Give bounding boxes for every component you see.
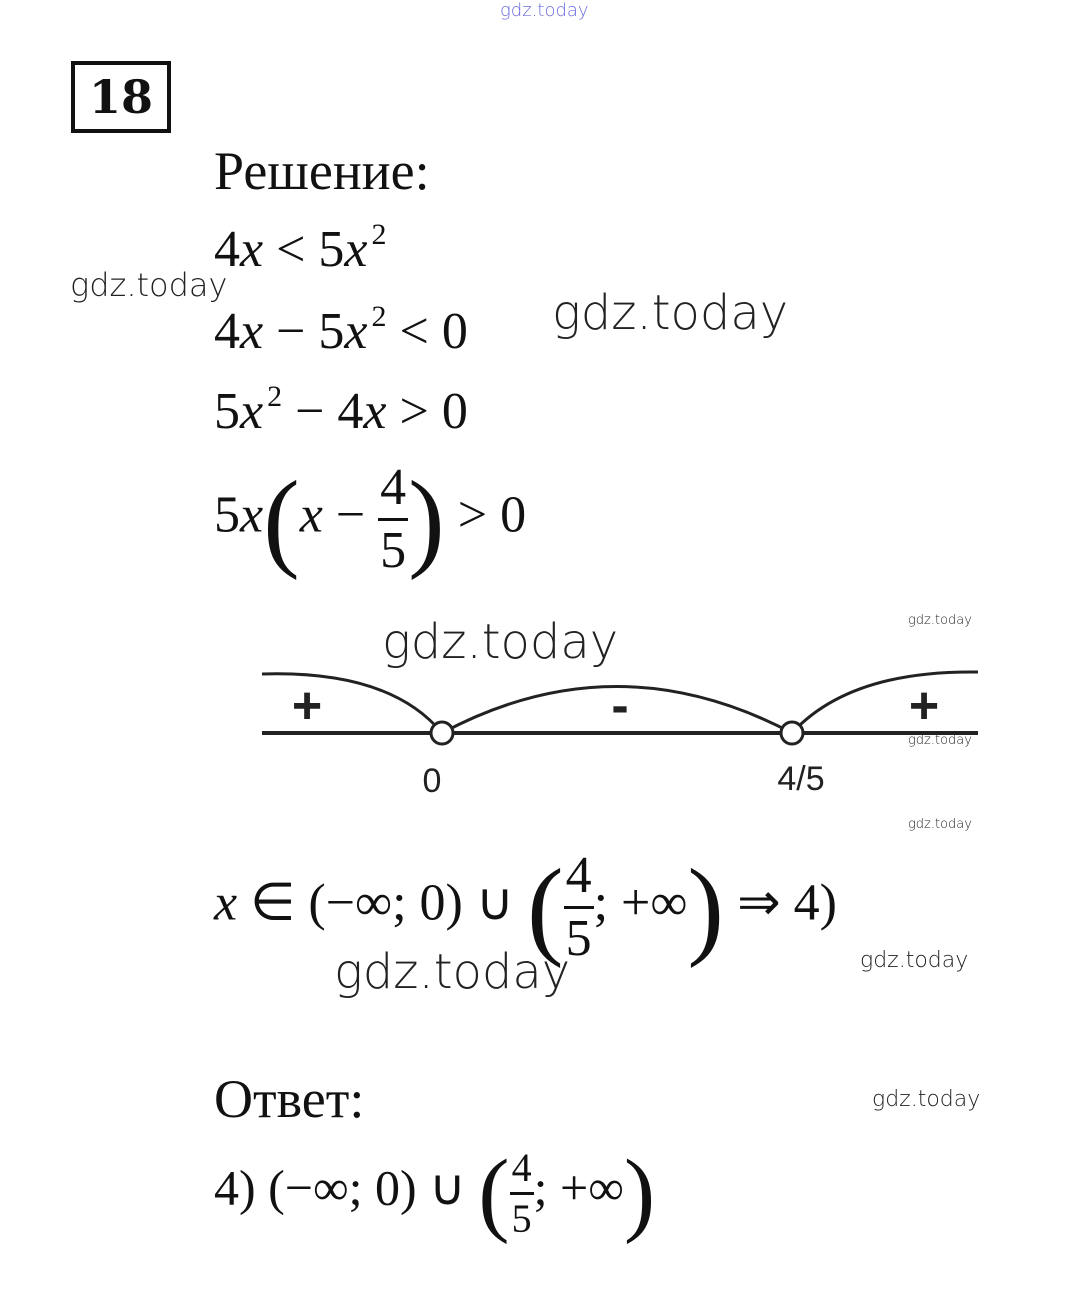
- equation-line-2: 4x − 5x $^2$ < 0: [214, 300, 468, 360]
- watermark-top: gdz.today: [500, 0, 589, 21]
- point-label-0: 0: [422, 762, 442, 800]
- watermark-small-2: gdz.today: [908, 733, 972, 748]
- task-number: 18: [88, 70, 153, 124]
- fraction-4-5-answer: $\frac{4}{5}$: [511, 1144, 532, 1241]
- sign-plus-left: +: [291, 677, 323, 735]
- watermark-small-3: gdz.today: [908, 817, 972, 832]
- open-point-0: [431, 722, 453, 744]
- number-line-diagram: [250, 650, 990, 810]
- fraction-4-5-set: $\frac{4}{5}$: [565, 847, 592, 967]
- task-number-box: [71, 61, 171, 133]
- sign-arc-left: [262, 674, 442, 733]
- answer-line: 4) (−∞; 0) ∪ ( $\frac{4}{5}$ ; +∞): [214, 1141, 656, 1245]
- equation-line-4: 5x(x − $\frac{4}{5}$ ) > 0: [214, 458, 527, 581]
- watermark-line2: gdz.today: [552, 285, 789, 341]
- solution-heading: Решение:: [214, 141, 430, 201]
- watermark-above-axis: gdz.today: [382, 614, 619, 670]
- watermark-small-1: gdz.today: [908, 613, 972, 628]
- watermark-medium-2: gdz.today: [872, 1087, 981, 1112]
- answer-heading: Ответ:: [214, 1069, 365, 1129]
- watermark-below-answer: gdz.today: [334, 944, 571, 1000]
- sign-plus-right: +: [908, 677, 940, 735]
- watermark-medium-1: gdz.today: [860, 948, 969, 973]
- sign-minus-middle: -: [611, 677, 629, 735]
- point-label-4-5: 4/5: [777, 760, 825, 798]
- fraction-4-5: $\frac{4}{5}$: [380, 459, 407, 579]
- solution-set: x ∈ (−∞; 0) ∪ ( $\frac{4}{5}$ ; +∞) ⇒ 4): [214, 846, 837, 969]
- sign-arc-right: [792, 672, 978, 733]
- equation-line-3: 5x $^2$ − 4x > 0: [214, 380, 468, 440]
- equation-line-1: 4x < 5x $^2$: [214, 218, 387, 278]
- watermark-left: gdz.today: [70, 266, 228, 304]
- open-point-4-5: [781, 722, 803, 744]
